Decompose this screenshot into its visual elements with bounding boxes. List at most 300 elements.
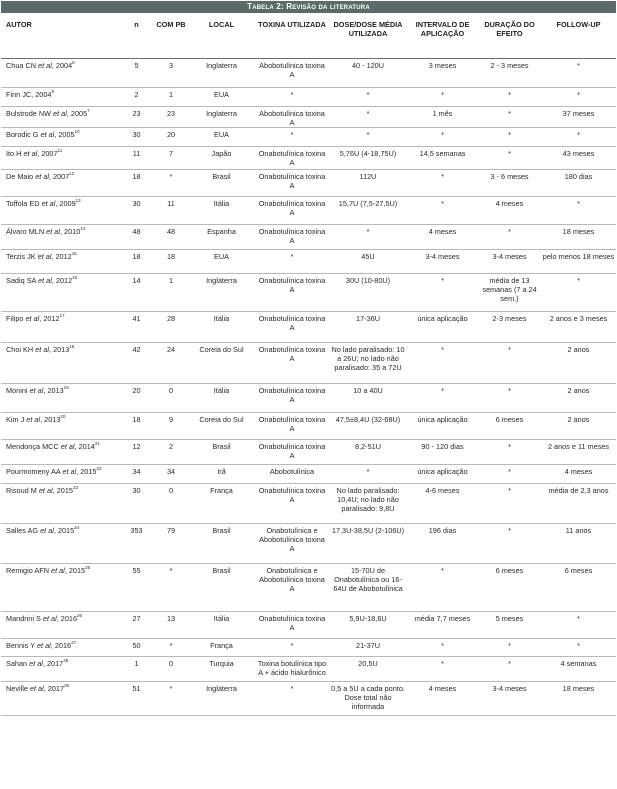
table-row — [1, 311, 616, 342]
author-name: Choi KH — [6, 344, 34, 354]
local-cell: Coreia do Sul — [188, 412, 255, 439]
followup-cell: * — [541, 611, 616, 638]
author-cell: Risoud M et al, 2015$^{23}$ — [1, 483, 119, 523]
author-cell: Filipo et al, 2012$^{17}$ — [1, 311, 119, 342]
toxin-cell: Onabotulínica toxina A — [255, 224, 329, 249]
local-cell: EUA — [188, 87, 255, 106]
dose-cell: * — [329, 106, 407, 127]
interval-cell: 3 meses — [407, 58, 478, 87]
author-name: Salles AG — [6, 525, 39, 535]
table-row — [1, 169, 616, 196]
followup-cell: 4 semanas — [541, 656, 616, 681]
duration-cell: * — [478, 483, 541, 523]
column-header: DOSE/DOSE MÉDIA UTILIZADA — [333, 20, 403, 38]
followup-cell: 2 anos — [541, 412, 616, 439]
toxin-cell: Onabotulínica toxina A — [255, 146, 329, 169]
et-al-label: et al — [60, 441, 75, 451]
author-name: Bulstrode NW — [6, 108, 52, 118]
duration-cell: * — [478, 464, 541, 483]
table-row — [1, 638, 616, 656]
duration-cell: 2 - 3 meses — [478, 58, 541, 87]
dose-cell: 10 a 40U — [329, 383, 407, 412]
followup-cell: 18 meses — [541, 681, 616, 715]
interval-cell: 3-4 meses — [407, 249, 478, 273]
reference-number: 17 — [59, 312, 65, 318]
followup-cell: média de 2,3 anos — [541, 483, 616, 523]
dose-cell: 15,7U (7,5-27,5U) — [329, 196, 407, 224]
author-cell: Remigio AFN et al, 2015$^{25}$ — [1, 563, 119, 611]
author-name: Finn JC — [6, 89, 32, 99]
author-year: 2012 — [55, 275, 73, 285]
et-al-label: et al — [35, 171, 49, 181]
et-al-label: et al — [29, 385, 44, 395]
author-cell: Monini et al, 2013$^{19}$ — [1, 383, 119, 412]
duration-cell: 2-3 meses — [478, 311, 541, 342]
local-cell: Itália — [188, 311, 255, 342]
table-row — [1, 127, 616, 146]
table-row — [1, 523, 616, 563]
pb-cell: * — [154, 169, 188, 196]
author-year: 2010 — [64, 226, 81, 236]
duration-cell: * — [478, 224, 541, 249]
n-cell: 51 — [119, 681, 154, 715]
author-year: 2007 — [53, 171, 70, 181]
et-al-label: et al — [62, 466, 77, 476]
reference-number: 26 — [77, 612, 83, 618]
table-row — [1, 412, 616, 439]
local-cell: Brasil — [188, 523, 255, 563]
et-al-label: et al — [40, 525, 54, 535]
toxin-cell: Onabotulínica e Abobotulínica toxina A — [255, 563, 329, 611]
author-year: 2005 — [70, 108, 88, 118]
followup-cell: * — [541, 273, 616, 311]
author-name: Sahan — [6, 658, 28, 668]
table-header-row — [1, 14, 616, 58]
table-row — [1, 611, 616, 638]
toxin-cell: Onabotulínica e Abobotulínica toxina A — [255, 523, 329, 563]
duration-cell: * — [478, 127, 541, 146]
duration-cell: * — [478, 439, 541, 464]
dose-cell: 40 - 120U — [329, 58, 407, 87]
author-year: 2007 — [41, 148, 58, 158]
n-cell: 5 — [119, 58, 154, 87]
table-row — [1, 483, 616, 523]
followup-cell: 2 anos e 3 meses — [541, 311, 616, 342]
reference-number: 23 — [72, 484, 78, 490]
author-name: Risoud M — [6, 485, 37, 495]
author-cell: Chua CN et al, 2004$^8$ — [1, 58, 119, 87]
interval-cell: * — [407, 127, 478, 146]
toxin-cell: Onabotulínica toxina A — [255, 342, 329, 383]
et-al-label: et al — [23, 148, 38, 158]
column-header: DURAÇÃO DO EFEITO — [484, 20, 535, 38]
table-row — [1, 681, 616, 715]
author-name: Kim J — [6, 414, 25, 424]
dose-cell: * — [329, 87, 407, 106]
et-al-label: et al — [25, 313, 40, 323]
pb-cell: 0 — [154, 656, 188, 681]
author-name: Bennis Y — [6, 640, 35, 650]
interval-cell: * — [407, 169, 478, 196]
reference-number: 15 — [71, 250, 77, 256]
table-row — [1, 563, 616, 611]
dose-cell: 21-37U — [329, 638, 407, 656]
interval-cell: 90 - 120 dias — [407, 439, 478, 464]
local-cell: Turquia — [188, 656, 255, 681]
dose-cell: 45U — [329, 249, 407, 273]
duration-cell: * — [478, 523, 541, 563]
n-cell: 27 — [119, 611, 154, 638]
author-cell: Kim J et al, 2013$^{20}$ — [1, 412, 119, 439]
table-row — [1, 249, 616, 273]
literature-review-table — [1, 14, 616, 716]
toxin-cell: Onabotulínica toxina A — [255, 483, 329, 523]
duration-cell: 6 meses — [478, 412, 541, 439]
table-row — [1, 146, 616, 169]
author-cell: Bulstrode NW et al, 2005$^7$ — [1, 106, 119, 127]
column-header: TOXINA UTILIZADA — [258, 20, 326, 29]
author-year: 2005 — [58, 129, 75, 139]
author-cell: Mendonça MCC et al, 2014$^{21}$ — [1, 439, 119, 464]
toxin-cell: * — [255, 249, 329, 273]
followup-cell: 18 meses — [541, 224, 616, 249]
author-year: 2014 — [78, 441, 95, 451]
local-cell: EUA — [188, 249, 255, 273]
local-cell: Irã — [188, 464, 255, 483]
reference-number: 27 — [71, 639, 77, 645]
followup-cell: 2 anos — [541, 342, 616, 383]
toxin-cell: Toxina botulínica tipo A + ácido hialurônico — [255, 656, 329, 681]
dose-cell: No lado paralisado: 10,4U; no lado não paralisado: 9,8U — [329, 483, 407, 523]
local-cell: Inglaterra — [188, 681, 255, 715]
reference-number: 11 — [57, 147, 63, 153]
toxin-cell: Onabotulínica toxina A — [255, 439, 329, 464]
author-year: 2017 — [47, 658, 64, 668]
duration-cell: * — [478, 342, 541, 383]
author-cell: Terzis JK et al, 2012$^{15}$ — [1, 249, 119, 273]
author-cell: De Maio et al, 2007$^{12}$ — [1, 169, 119, 196]
pb-cell: 23 — [154, 106, 188, 127]
pb-cell: 11 — [154, 196, 188, 224]
toxin-cell: Onabotulínica toxina A — [255, 611, 329, 638]
local-cell: França — [188, 483, 255, 523]
n-cell: 30 — [119, 127, 154, 146]
pb-cell: 0 — [154, 483, 188, 523]
dose-cell: 20,5U — [329, 656, 407, 681]
reference-number: 13 — [75, 197, 81, 203]
local-cell: Brasil — [188, 439, 255, 464]
n-cell: 18 — [119, 412, 154, 439]
interval-cell: única aplicação — [407, 311, 478, 342]
et-al-label: et al — [53, 108, 67, 118]
pb-cell: 2 — [154, 439, 188, 464]
n-cell: 50 — [119, 638, 154, 656]
pb-cell: 20 — [154, 127, 188, 146]
interval-cell: 4 meses — [407, 224, 478, 249]
interval-cell: * — [407, 87, 478, 106]
author-cell: Borodic G et al, 2005$^{10}$ — [1, 127, 119, 146]
dose-cell: 47,5±8,4U (32-68U) — [329, 412, 407, 439]
dose-cell: * — [329, 127, 407, 146]
duration-cell: * — [478, 106, 541, 127]
dose-cell: 17-36U — [329, 311, 407, 342]
toxin-cell: Onabotulínica toxina A — [255, 383, 329, 412]
author-name: Terzis JK — [6, 251, 36, 261]
table-row — [1, 656, 616, 681]
interval-cell: * — [407, 273, 478, 311]
duration-cell: 6 meses — [478, 563, 541, 611]
table-row — [1, 106, 616, 127]
n-cell: 55 — [119, 563, 154, 611]
followup-cell: 43 meses — [541, 146, 616, 169]
et-al-label: et al — [26, 414, 41, 424]
dose-cell: * — [329, 224, 407, 249]
author-year: 2004 — [55, 60, 73, 70]
reference-number: 10 — [74, 128, 80, 134]
n-cell: 34 — [119, 464, 154, 483]
author-name: Sadiq SA — [6, 275, 37, 285]
et-al-label: et al — [40, 129, 55, 139]
pb-cell: 1 — [154, 87, 188, 106]
toxin-cell: Abobotulínica toxina A — [255, 106, 329, 127]
reference-number: 21 — [94, 440, 100, 446]
table-row — [1, 383, 616, 412]
dose-cell: 5,9U-18,6U — [329, 611, 407, 638]
author-year: 2016 — [54, 640, 72, 650]
column-header: COM PB — [156, 20, 186, 29]
toxin-cell: Onabotulínica toxina A — [255, 311, 329, 342]
pb-cell: 48 — [154, 224, 188, 249]
local-cell: França — [188, 638, 255, 656]
reference-number: 24 — [74, 524, 80, 530]
followup-cell: * — [541, 58, 616, 87]
interval-cell: 4-6 meses — [407, 483, 478, 523]
n-cell: 11 — [119, 146, 154, 169]
local-cell: EUA — [188, 127, 255, 146]
author-year: 2015 — [57, 525, 75, 535]
dose-cell: 0,5 a 5U a cada ponto. Dose total não informada — [329, 681, 407, 715]
duration-cell: 3 - 6 meses — [478, 169, 541, 196]
n-cell: 23 — [119, 106, 154, 127]
followup-cell: 180 dias — [541, 169, 616, 196]
author-cell: Toffola ED et al, 2009$^{13}$ — [1, 196, 119, 224]
n-cell: 353 — [119, 523, 154, 563]
reference-number: 8 — [72, 59, 75, 65]
table-row — [1, 273, 616, 311]
et-al-label: et al — [37, 251, 52, 261]
pb-cell: 3 — [154, 58, 188, 87]
pb-cell: 13 — [154, 611, 188, 638]
author-cell: Sadiq SA et al, 2012$^{16}$ — [1, 273, 119, 311]
author-name: Monini — [6, 385, 28, 395]
author-year: 2015 — [68, 565, 86, 575]
table-row — [1, 439, 616, 464]
n-cell: 41 — [119, 311, 154, 342]
et-al-label: et al — [35, 344, 49, 354]
author-cell: Bennis Y et al, 2016$^{27}$ — [1, 638, 119, 656]
local-cell: Brasil — [188, 563, 255, 611]
local-cell: Espanha — [188, 224, 255, 249]
followup-cell: * — [541, 127, 616, 146]
duration-cell: * — [478, 146, 541, 169]
duration-cell: * — [478, 383, 541, 412]
author-cell: Álvaro MLN et al, 2010$^{14}$ — [1, 224, 119, 249]
local-cell: Brasil — [188, 169, 255, 196]
et-al-label: et al — [41, 198, 56, 208]
local-cell: Itália — [188, 383, 255, 412]
et-al-label: et al — [46, 226, 60, 236]
pb-cell: 1 — [154, 273, 188, 311]
followup-cell: * — [541, 87, 616, 106]
reference-number: 12 — [69, 170, 75, 176]
n-cell: 14 — [119, 273, 154, 311]
duration-cell: 4 meses — [478, 196, 541, 224]
duration-cell: * — [478, 87, 541, 106]
column-header: LOCAL — [208, 20, 235, 29]
dose-cell: 8,2-51U — [329, 439, 407, 464]
local-cell: Coreia do Sul — [188, 342, 255, 383]
et-al-label: et al — [38, 60, 52, 70]
et-al-label: et al — [51, 565, 65, 575]
pb-cell: 18 — [154, 249, 188, 273]
interval-cell: * — [407, 638, 478, 656]
toxin-cell: * — [255, 638, 329, 656]
reference-number: 18 — [69, 343, 75, 349]
reference-number: 29 — [64, 682, 70, 688]
dose-cell: 17,3U-38,5U (2-106U) — [329, 523, 407, 563]
et-al-label: et al — [38, 485, 53, 495]
dose-cell: 30U (10-80U) — [329, 273, 407, 311]
table-row — [1, 464, 616, 483]
et-al-label: et al — [29, 658, 43, 668]
reference-number: 28 — [63, 657, 69, 663]
et-al-label: et al — [38, 275, 52, 285]
local-cell: Itália — [188, 611, 255, 638]
interval-cell: 1 mês — [407, 106, 478, 127]
n-cell: 48 — [119, 224, 154, 249]
author-name: Chua CN — [6, 60, 37, 70]
n-cell: 1 — [119, 656, 154, 681]
n-cell: 30 — [119, 483, 154, 523]
column-header: FOLLOW-UP — [556, 20, 601, 29]
duration-cell: * — [478, 638, 541, 656]
author-year: 2017 — [47, 683, 65, 693]
interval-cell: 4 meses — [407, 681, 478, 715]
toxin-cell: Onabotulínica toxina A — [255, 412, 329, 439]
author-name: Borodic G — [6, 129, 39, 139]
author-year: 2012 — [55, 251, 72, 261]
author-cell: Salles AG et al, 2015$^{24}$ — [1, 523, 119, 563]
author-name: Ito H — [6, 148, 22, 158]
author-cell: Ito H et al, 2007$^{11}$ — [1, 146, 119, 169]
toxin-cell: Onabotulínica toxina A — [255, 196, 329, 224]
n-cell: 20 — [119, 383, 154, 412]
author-name: Remigio AFN — [6, 565, 49, 575]
table-body — [1, 58, 616, 715]
et-al-label: et al — [36, 640, 51, 650]
dose-cell: 15-70U de Onabotulínica ou 16-64U de Abobotulínica — [329, 563, 407, 611]
author-cell: Pourmomeny AA et al, 2015$^{22}$ — [1, 464, 119, 483]
column-header: n — [134, 20, 139, 29]
duration-cell: média de 13 semanas (7 a 24 sem.) — [478, 273, 541, 311]
toxin-cell: Onabotulínica toxina A — [255, 169, 329, 196]
et-al-label: et al — [29, 683, 44, 693]
interval-cell: * — [407, 383, 478, 412]
pb-cell: * — [154, 638, 188, 656]
author-cell: Sahan et al, 2017$^{28}$ — [1, 656, 119, 681]
reference-number: 19 — [63, 384, 69, 390]
n-cell: 18 — [119, 169, 154, 196]
reference-number: 7 — [87, 107, 90, 113]
n-cell: 2 — [119, 87, 154, 106]
author-name: Pourmomeny AA — [6, 466, 61, 476]
pb-cell: 28 — [154, 311, 188, 342]
local-cell: Itália — [188, 196, 255, 224]
followup-cell: 37 meses — [541, 106, 616, 127]
interval-cell: * — [407, 656, 478, 681]
interval-cell: * — [407, 196, 478, 224]
author-name: Filipo — [6, 313, 24, 323]
interval-cell: * — [407, 563, 478, 611]
author-name: Neville — [6, 683, 28, 693]
author-year: 2015 — [80, 466, 97, 476]
author-cell: Choi KH et al, 2013$^{18}$ — [1, 342, 119, 383]
n-cell: 18 — [119, 249, 154, 273]
author-cell: Neville et al, 2017$^{29}$ — [1, 681, 119, 715]
table-row — [1, 58, 616, 87]
pb-cell: 9 — [154, 412, 188, 439]
reference-number: 16 — [72, 274, 78, 280]
duration-cell: 5 meses — [478, 611, 541, 638]
author-name: Álvaro MLN — [6, 226, 45, 236]
interval-cell: 196 dias — [407, 523, 478, 563]
author-year: 2016 — [60, 613, 78, 623]
column-header: AUTOR — [6, 20, 32, 29]
toxin-cell: * — [255, 681, 329, 715]
et-al-label: et al — [42, 613, 57, 623]
author-name: Mandrini S — [6, 613, 41, 623]
n-cell: 42 — [119, 342, 154, 383]
author-year: 2013 — [44, 414, 61, 424]
duration-cell: 3-4 meses — [478, 249, 541, 273]
pb-cell: * — [154, 563, 188, 611]
pb-cell: 7 — [154, 146, 188, 169]
pb-cell: * — [154, 681, 188, 715]
followup-cell: 11 anos — [541, 523, 616, 563]
toxin-cell: * — [255, 87, 329, 106]
toxin-cell: * — [255, 127, 329, 146]
toxin-cell: Abobotulínica toxina A — [255, 58, 329, 87]
column-header: INTERVALO DE APLICAÇÃO — [415, 20, 470, 38]
author-name: Mendonça MCC — [6, 441, 59, 451]
duration-cell: 3-4 meses — [478, 681, 541, 715]
pb-cell: 24 — [154, 342, 188, 383]
followup-cell: * — [541, 196, 616, 224]
pb-cell: 34 — [154, 464, 188, 483]
table-row — [1, 87, 616, 106]
followup-cell: * — [541, 638, 616, 656]
author-year: 2009 — [59, 198, 76, 208]
n-cell: 30 — [119, 196, 154, 224]
author-year: 2012 — [43, 313, 60, 323]
table-caption: Tabela 2: Revisão da literatura — [1, 1, 616, 13]
local-cell: Inglaterra — [188, 58, 255, 87]
author-year: 2015 — [56, 485, 73, 495]
interval-cell: média 7,7 meses — [407, 611, 478, 638]
toxin-cell: Abobotulínica — [255, 464, 329, 483]
local-cell: Inglaterra — [188, 106, 255, 127]
reference-number: 20 — [60, 413, 66, 419]
